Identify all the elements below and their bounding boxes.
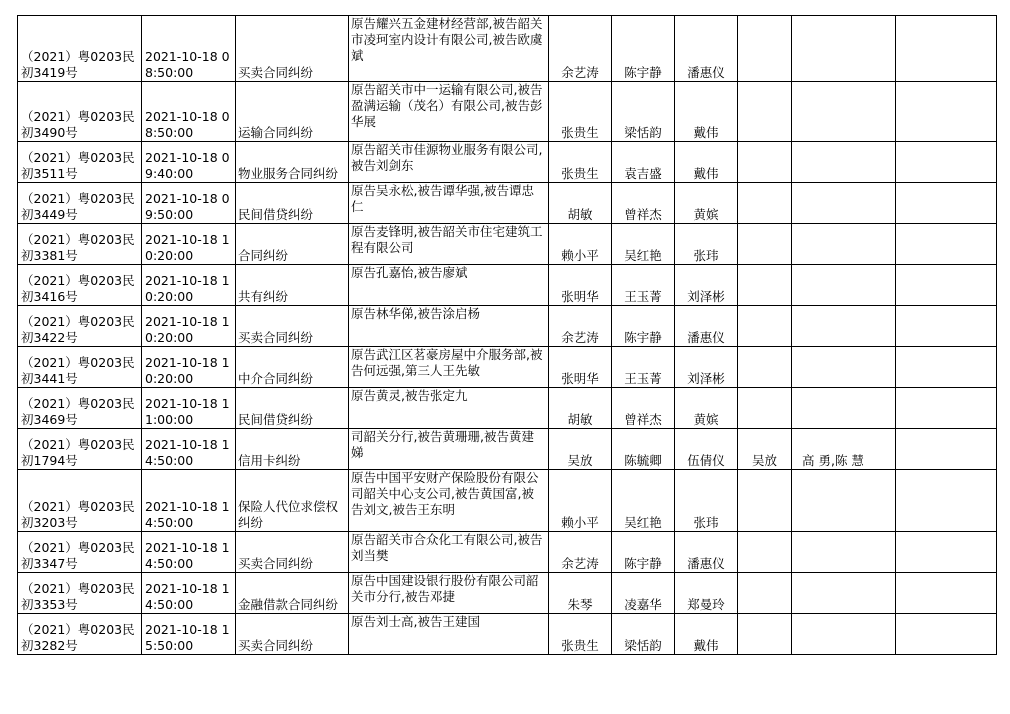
assistant-cell: 戴伟 — [675, 142, 738, 183]
extra-cell-2 — [792, 306, 896, 347]
case-number-cell: （2021）粤0203民初3469号 — [18, 388, 142, 429]
case-cause-cell: 民间借贷纠纷 — [236, 183, 349, 224]
table-row — [18, 82, 997, 142]
judge-cell: 张贵生 — [549, 142, 612, 183]
hearing-time-cell: 2021-10-18 10:20:00 — [142, 347, 236, 388]
judge-cell: 余艺涛 — [549, 306, 612, 347]
case-number-cell: （2021）粤0203民初3490号 — [18, 82, 142, 142]
case-cause-cell: 运输合同纠纷 — [236, 82, 349, 142]
extra-cell-2 — [792, 347, 896, 388]
case-number-cell: （2021）粤0203民初3353号 — [18, 573, 142, 614]
clerk-cell: 梁恬韵 — [612, 614, 675, 655]
extra-cell-3 — [896, 16, 997, 82]
table-row — [18, 183, 997, 224]
extra-cell-1 — [738, 470, 792, 532]
table-row — [18, 532, 997, 573]
judge-cell: 张明华 — [549, 265, 612, 306]
case-number-cell: （2021）粤0203民初3282号 — [18, 614, 142, 655]
judge-cell: 朱琴 — [549, 573, 612, 614]
hearing-time-cell: 2021-10-18 09:40:00 — [142, 142, 236, 183]
parties-cell: 原告中国建设银行股份有限公司韶关市分行,被告邓捷 — [349, 573, 549, 614]
extra-cell-1 — [738, 142, 792, 183]
parties-cell: 原告韶关市佳源物业服务有限公司,被告刘剑东 — [349, 142, 549, 183]
hearing-time-cell: 2021-10-18 14:50:00 — [142, 532, 236, 573]
case-cause-cell: 买卖合同纠纷 — [236, 16, 349, 82]
extra-cell-1: 吴放 — [738, 429, 792, 470]
hearing-schedule-table — [17, 15, 997, 655]
assistant-cell: 潘惠仪 — [675, 532, 738, 573]
table-row — [18, 224, 997, 265]
extra-cell-2 — [792, 532, 896, 573]
case-number-cell: （2021）粤0203民初3441号 — [18, 347, 142, 388]
extra-cell-3 — [896, 573, 997, 614]
assistant-cell: 张玮 — [675, 470, 738, 532]
parties-cell: 原告韶关市合众化工有限公司,被告刘当樊 — [349, 532, 549, 573]
extra-cell-3 — [896, 265, 997, 306]
hearing-time-cell: 2021-10-18 14:50:00 — [142, 573, 236, 614]
extra-cell-2: 高 勇,陈 慧 — [792, 429, 896, 470]
case-number-cell: （2021）粤0203民初3347号 — [18, 532, 142, 573]
extra-cell-1 — [738, 573, 792, 614]
hearing-time-cell: 2021-10-18 14:50:00 — [142, 429, 236, 470]
extra-cell-1 — [738, 306, 792, 347]
hearing-time-cell: 2021-10-18 15:50:00 — [142, 614, 236, 655]
table-row — [18, 614, 997, 655]
case-cause-cell: 买卖合同纠纷 — [236, 532, 349, 573]
table-body — [18, 16, 997, 655]
hearing-time-cell: 2021-10-18 10:20:00 — [142, 224, 236, 265]
table-row — [18, 265, 997, 306]
extra-cell-3 — [896, 532, 997, 573]
extra-cell-2 — [792, 16, 896, 82]
hearing-time-cell: 2021-10-18 11:00:00 — [142, 388, 236, 429]
case-number-cell: （2021）粤0203民初3449号 — [18, 183, 142, 224]
case-cause-cell: 金融借款合同纠纷 — [236, 573, 349, 614]
assistant-cell: 潘惠仪 — [675, 16, 738, 82]
assistant-cell: 郑曼玲 — [675, 573, 738, 614]
extra-cell-1 — [738, 347, 792, 388]
judge-cell: 张贵生 — [549, 614, 612, 655]
assistant-cell: 刘泽彬 — [675, 265, 738, 306]
extra-cell-1 — [738, 82, 792, 142]
table-row — [18, 573, 997, 614]
extra-cell-1 — [738, 614, 792, 655]
parties-cell: 原告麦锋明,被告韶关市住宅建筑工程有限公司 — [349, 224, 549, 265]
table-row — [18, 142, 997, 183]
hearing-time-cell: 2021-10-18 10:20:00 — [142, 306, 236, 347]
judge-cell: 胡敏 — [549, 388, 612, 429]
parties-cell: 原告黄灵,被告张定九 — [349, 388, 549, 429]
parties-cell: 原告中国平安财产保险股份有限公司韶关中心支公司,被告黄国富,被告刘文,被告王东明 — [349, 470, 549, 532]
judge-cell: 余艺涛 — [549, 16, 612, 82]
extra-cell-1 — [738, 532, 792, 573]
assistant-cell: 刘泽彬 — [675, 347, 738, 388]
parties-cell: 原告孔嘉怡,被告廖斌 — [349, 265, 549, 306]
parties-cell: 原告吴永松,被告谭华强,被告谭忠仁 — [349, 183, 549, 224]
extra-cell-1 — [738, 16, 792, 82]
hearing-time-cell: 2021-10-18 08:50:00 — [142, 82, 236, 142]
parties-cell: 原告韶关市中一运输有限公司,被告盈满运输（茂名）有限公司,被告彭华展 — [349, 82, 549, 142]
assistant-cell: 戴伟 — [675, 82, 738, 142]
clerk-cell: 袁吉盛 — [612, 142, 675, 183]
parties-cell: 原告刘士高,被告王建国 — [349, 614, 549, 655]
extra-cell-1 — [738, 388, 792, 429]
judge-cell: 吴放 — [549, 429, 612, 470]
parties-cell: 原告耀兴五金建材经营部,被告韶关市凌珂室内设计有限公司,被告欧虞斌 — [349, 16, 549, 82]
case-cause-cell: 信用卡纠纷 — [236, 429, 349, 470]
case-cause-cell: 买卖合同纠纷 — [236, 614, 349, 655]
case-cause-cell: 合同纠纷 — [236, 224, 349, 265]
table-row — [18, 306, 997, 347]
clerk-cell: 陈宇静 — [612, 16, 675, 82]
judge-cell: 余艺涛 — [549, 532, 612, 573]
case-cause-cell: 共有纠纷 — [236, 265, 349, 306]
judge-cell: 赖小平 — [549, 470, 612, 532]
clerk-cell: 陈宇静 — [612, 306, 675, 347]
case-number-cell: （2021）粤0203民初3381号 — [18, 224, 142, 265]
extra-cell-3 — [896, 224, 997, 265]
extra-cell-3 — [896, 183, 997, 224]
parties-cell: 司韶关分行,被告黄珊珊,被告黄建娣 — [349, 429, 549, 470]
table-row — [18, 470, 997, 532]
extra-cell-2 — [792, 470, 896, 532]
extra-cell-3 — [896, 82, 997, 142]
parties-cell: 原告林华俤,被告涂启杨 — [349, 306, 549, 347]
clerk-cell: 梁恬韵 — [612, 82, 675, 142]
extra-cell-2 — [792, 614, 896, 655]
extra-cell-3 — [896, 388, 997, 429]
assistant-cell: 张玮 — [675, 224, 738, 265]
table-row — [18, 388, 997, 429]
extra-cell-2 — [792, 573, 896, 614]
case-number-cell: （2021）粤0203民初1794号 — [18, 429, 142, 470]
clerk-cell: 王玉菁 — [612, 265, 675, 306]
hearing-time-cell: 2021-10-18 09:50:00 — [142, 183, 236, 224]
assistant-cell: 黄嫔 — [675, 388, 738, 429]
extra-cell-2 — [792, 183, 896, 224]
case-number-cell: （2021）粤0203民初3422号 — [18, 306, 142, 347]
case-cause-cell: 保险人代位求偿权纠纷 — [236, 470, 349, 532]
extra-cell-1 — [738, 265, 792, 306]
clerk-cell: 曾祥杰 — [612, 183, 675, 224]
case-number-cell: （2021）粤0203民初3419号 — [18, 16, 142, 82]
case-cause-cell: 中介合同纠纷 — [236, 347, 349, 388]
table-row — [18, 429, 997, 470]
clerk-cell: 王玉菁 — [612, 347, 675, 388]
extra-cell-2 — [792, 265, 896, 306]
extra-cell-3 — [896, 470, 997, 532]
hearing-time-cell: 2021-10-18 10:20:00 — [142, 265, 236, 306]
extra-cell-2 — [792, 224, 896, 265]
case-number-cell: （2021）粤0203民初3416号 — [18, 265, 142, 306]
judge-cell: 胡敏 — [549, 183, 612, 224]
extra-cell-2 — [792, 142, 896, 183]
judge-cell: 赖小平 — [549, 224, 612, 265]
case-cause-cell: 物业服务合同纠纷 — [236, 142, 349, 183]
judge-cell: 张贵生 — [549, 82, 612, 142]
clerk-cell: 凌嘉华 — [612, 573, 675, 614]
extra-cell-2 — [792, 82, 896, 142]
case-cause-cell: 买卖合同纠纷 — [236, 306, 349, 347]
extra-cell-3 — [896, 429, 997, 470]
extra-cell-3 — [896, 142, 997, 183]
extra-cell-3 — [896, 614, 997, 655]
table-row — [18, 347, 997, 388]
case-cause-cell: 民间借贷纠纷 — [236, 388, 349, 429]
assistant-cell: 黄嫔 — [675, 183, 738, 224]
hearing-time-cell: 2021-10-18 14:50:00 — [142, 470, 236, 532]
extra-cell-1 — [738, 224, 792, 265]
extra-cell-2 — [792, 388, 896, 429]
parties-cell: 原告武江区茗豪房屋中介服务部,被告何远强,第三人王先敏 — [349, 347, 549, 388]
extra-cell-3 — [896, 347, 997, 388]
assistant-cell: 戴伟 — [675, 614, 738, 655]
hearing-time-cell: 2021-10-18 08:50:00 — [142, 16, 236, 82]
table-row — [18, 16, 997, 82]
case-number-cell: （2021）粤0203民初3203号 — [18, 470, 142, 532]
assistant-cell: 伍倩仪 — [675, 429, 738, 470]
clerk-cell: 曾祥杰 — [612, 388, 675, 429]
clerk-cell: 吴红艳 — [612, 224, 675, 265]
case-number-cell: （2021）粤0203民初3511号 — [18, 142, 142, 183]
clerk-cell: 陈宇静 — [612, 532, 675, 573]
clerk-cell: 吴红艳 — [612, 470, 675, 532]
judge-cell: 张明华 — [549, 347, 612, 388]
extra-cell-3 — [896, 306, 997, 347]
assistant-cell: 潘惠仪 — [675, 306, 738, 347]
extra-cell-1 — [738, 183, 792, 224]
clerk-cell: 陈毓卿 — [612, 429, 675, 470]
